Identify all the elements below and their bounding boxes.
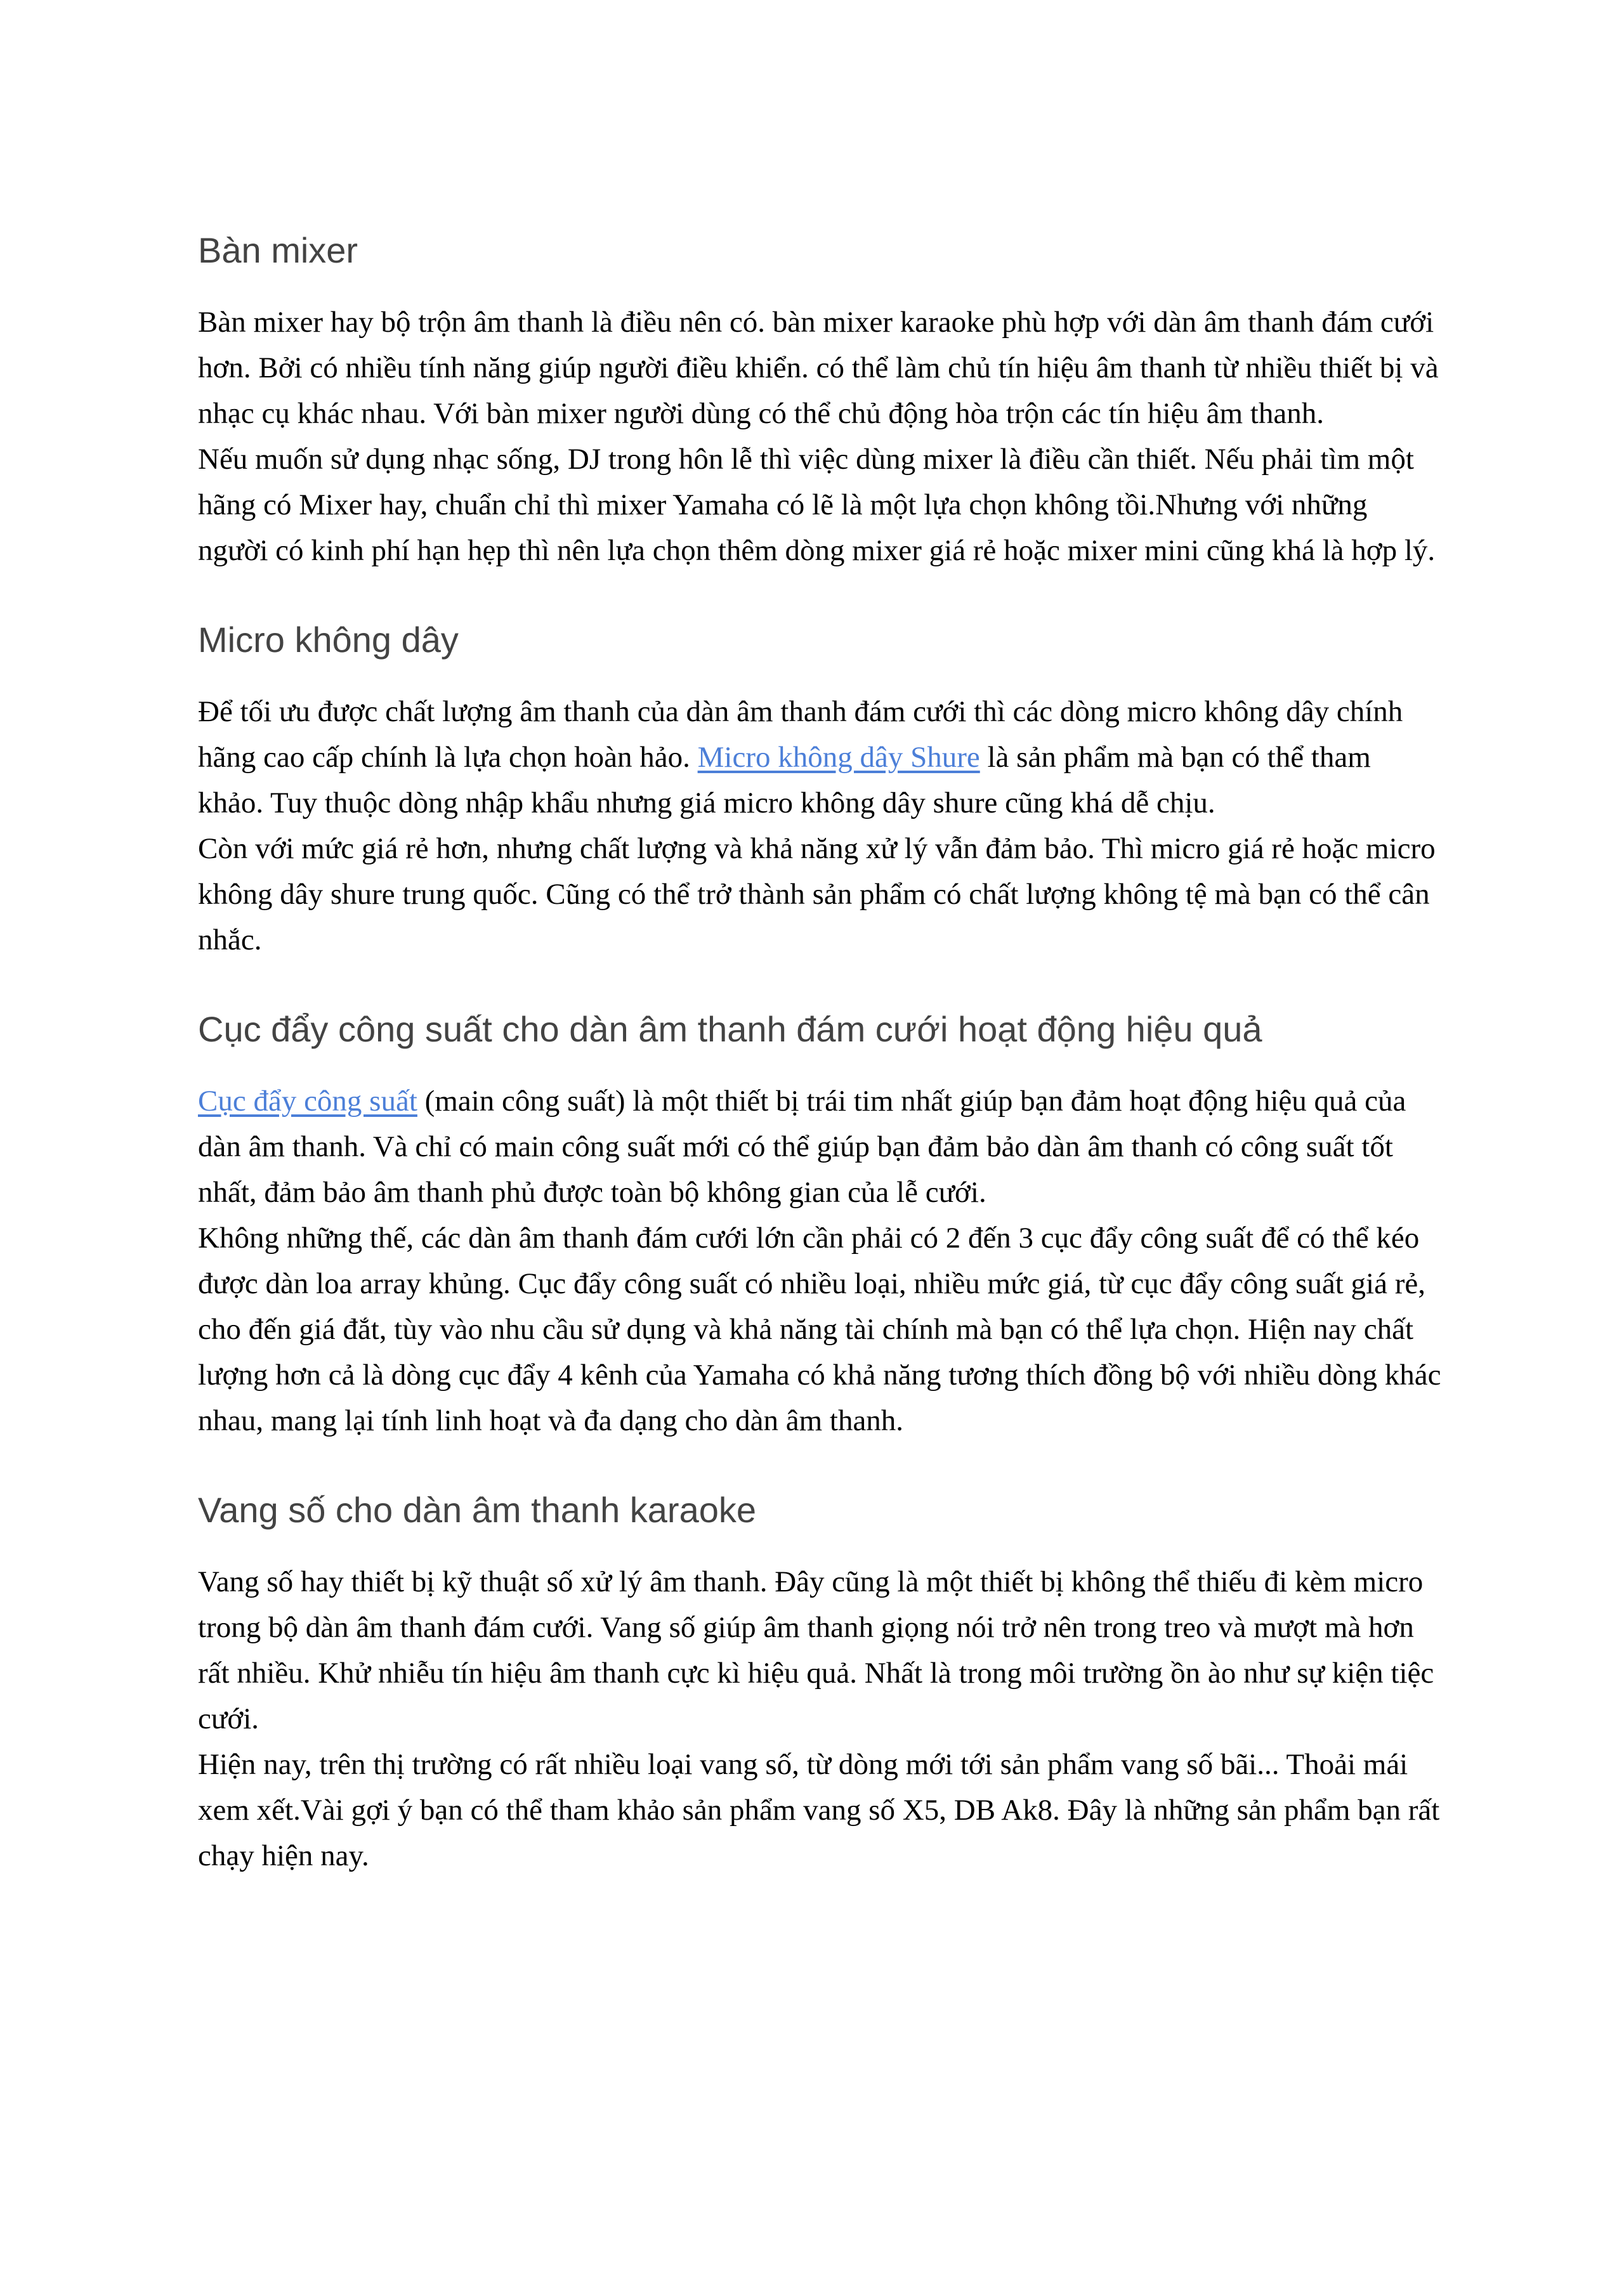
paragraph-text: Để tối ưu được chất lượng âm thanh của dàn âm thanh đám cưới thì các dòng micro không dây chính hãng cao cấp chính là lựa chọn hoàn hảo. bbox=[198, 695, 1403, 774]
paragraph-text: (main công suất) là một thiết bị trái tim nhất giúp bạn đảm hoạt động hiệu quả của dàn âm thanh. Và chỉ có main công suất mới có thể giúp bạn đảm bảo dàn âm thanh có công suất tốt nhất, đảm bảo âm thanh phủ được toàn bộ không gian của lễ cưới. bbox=[198, 1085, 1406, 1209]
paragraph bbox=[198, 689, 1441, 826]
paragraph: Vang số hay thiết bị kỹ thuật số xử lý âm thanh. Đây cũng là một thiết bị không thể thiếu đi kèm micro trong bộ dàn âm thanh đám cưới. Vang số giúp âm thanh giọng nói trở nên trong treo và mượt mà hơn rất nhiều. Khử nhiễu tín hiệu âm thanh cực kì hiệu quả. Nhất là trong môi trường ồn ào như sự kiện tiệc cưới. bbox=[198, 1565, 1434, 1735]
section-heading: Vang số cho dàn âm thanh karaoke bbox=[198, 1490, 757, 1530]
section-cuc-day-cong-suat bbox=[198, 1007, 1441, 1444]
micro-shure-link[interactable]: Micro không dây Shure bbox=[697, 741, 980, 774]
paragraph: Còn với mức giá rẻ hơn, nhưng chất lượng và khả năng xử lý vẫn đảm bảo. Thì micro giá rẻ hoặc micro không dây shure trung quốc. Cũng có thể trở thành sản phẩm có chất lượng không tệ mà bạn có thể cân nhắc. bbox=[198, 832, 1436, 956]
paragraph: Bàn mixer hay bộ trộn âm thanh là điều nên có. bàn mixer karaoke phù hợp với dàn âm thanh đám cưới hơn. Bởi có nhiều tính năng giúp người điều khiển. có thể làm chủ tín hiệu âm thanh từ nhiều thiết bị và nhạc cụ khác nhau. Với bàn mixer người dùng có thể chủ động hòa trộn các tín hiệu âm thanh. bbox=[198, 306, 1439, 430]
section-ban-mixer bbox=[198, 228, 1441, 573]
section-heading: Micro không dây bbox=[198, 620, 459, 660]
section-micro-khong-day bbox=[198, 618, 1441, 963]
paragraph-group bbox=[198, 1078, 1441, 1444]
paragraph-group bbox=[198, 689, 1441, 963]
paragraph: Nếu muốn sử dụng nhạc sống, DJ trong hôn lễ thì việc dùng mixer là điều cần thiết. Nếu phải tìm một hãng có Mixer hay, chuẩn chỉ thì mixer Yamaha có lẽ là một lựa chọn không tồi.Nhưng với những người có kinh phí hạn hẹp thì nên lựa chọn thêm dòng mixer giá rẻ hoặc mixer mini cũng khá là hợp lý. bbox=[198, 443, 1436, 567]
paragraph bbox=[198, 1078, 1441, 1215]
paragraph-text: là sản phẩm mà bạn có thể tham khảo. Tuy thuộc dòng nhập khẩu nhưng giá micro không dây shure cũng khá dễ chịu. bbox=[198, 741, 1371, 819]
paragraph-group bbox=[198, 1559, 1441, 1879]
section-heading: Cục đẩy công suất cho dàn âm thanh đám cưới hoạt động hiệu quả bbox=[198, 1009, 1262, 1049]
paragraph-group bbox=[198, 299, 1441, 573]
section-heading: Bàn mixer bbox=[198, 230, 358, 270]
cuc-day-cong-suat-link[interactable]: Cục đẩy công suất bbox=[198, 1085, 417, 1118]
paragraph: Không những thế, các dàn âm thanh đám cưới lớn cần phải có 2 đến 3 cục đẩy công suất để có thể kéo được dàn loa array khủng. Cục đẩy công suất có nhiều loại, nhiều mức giá, từ cục đẩy công suất giá rẻ, cho đến giá đắt, tùy vào nhu cầu sử dụng và khả năng tài chính mà bạn có thể lựa chọn. Hiện nay chất lượng hơn cả là dòng cục đẩy 4 kênh của Yamaha có khả năng tương thích đồng bộ với nhiều dòng khác nhau, mang lại tính linh hoạt và đa dạng cho dàn âm thanh. bbox=[198, 1222, 1441, 1437]
document-page bbox=[198, 228, 1441, 1923]
paragraph: Hiện nay, trên thị trường có rất nhiều loại vang số, từ dòng mới tới sản phẩm vang số bãi... Thoải mái xem xết.Vài gợi ý bạn có thể tham khảo sản phẩm vang số X5, DB Ak8. Đây là những sản phẩm bạn rất chạy hiện nay. bbox=[198, 1748, 1440, 1872]
section-vang-so bbox=[198, 1488, 1441, 1879]
